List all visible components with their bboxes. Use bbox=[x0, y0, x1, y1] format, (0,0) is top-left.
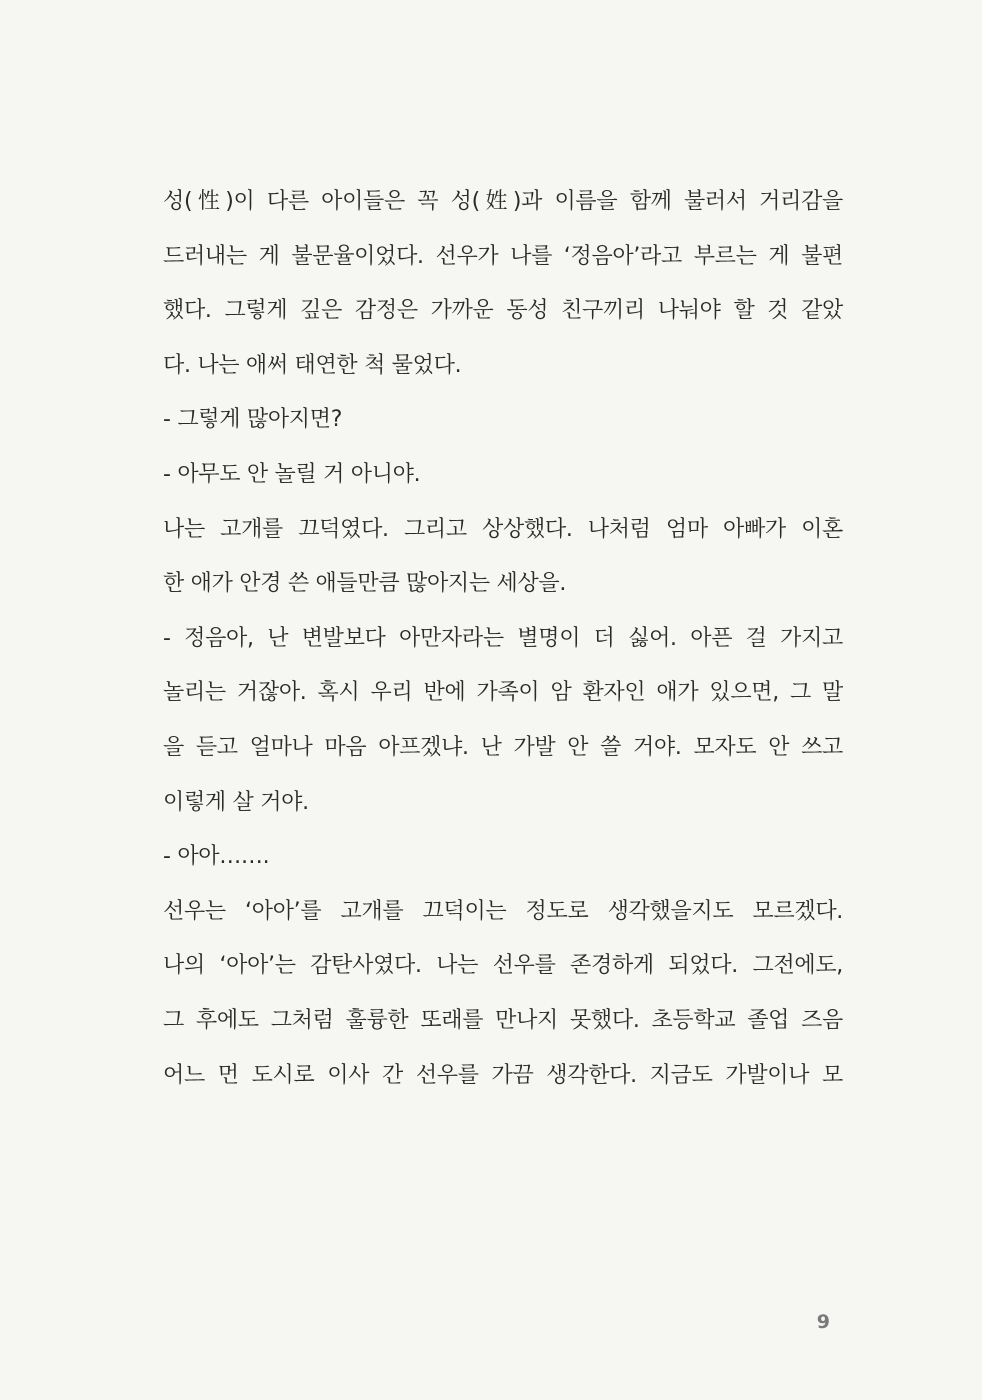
text-line-11: 을 듣고 얼마나 마음 아프겠냐. 난 가발 안 쓸 거야. 모자도 안 쓰고 bbox=[163, 734, 843, 760]
text-line-15: 나의 ‘아아’는 감탄사였다. 나는 선우를 존경하게 되었다. 그전에도, bbox=[163, 953, 843, 979]
text-line-2: 드러내는 게 불문율이었다. 선우가 나를 ‘정음아’라고 부르는 게 불편 bbox=[163, 243, 843, 269]
text-line-14: 선우는 ‘아아’를 고개를 끄덕이는 정도로 생각했을지도 모르겠다. bbox=[163, 898, 843, 924]
dialogue-line-5: - 그렇게 많아지면? bbox=[163, 407, 343, 433]
dialogue-line-6: - 아무도 안 놀릴 거 아니야. bbox=[163, 461, 421, 487]
body-text bbox=[163, 182, 843, 1110]
text-line-17: 어느 먼 도시로 이사 간 선우를 가끔 생각한다. 지금도 가발이나 모 bbox=[163, 1062, 843, 1088]
text-line-12: 이렇게 살 거야. bbox=[163, 789, 309, 815]
page-number: 9 bbox=[816, 1311, 830, 1333]
text-line-10: 놀리는 거잖아. 혹시 우리 반에 가족이 암 환자인 애가 있으면, 그 말 bbox=[163, 680, 844, 706]
text-line-1: 성(性)이 다른 아이들은 꼭 성(姓)과 이름을 함께 불러서 거리감을 bbox=[163, 189, 843, 214]
dialogue-line-9: - 정음아, 난 변발보다 아만자라는 별명이 더 싫어. 아픈 걸 가지고 bbox=[163, 625, 843, 651]
text-line-4: 다. 나는 애써 태연한 척 물었다. bbox=[163, 352, 462, 378]
text-line-16: 그 후에도 그처럼 훌륭한 또래를 만나지 못했다. 초등학교 졸업 즈음 bbox=[163, 1007, 843, 1033]
text-line-3: 했다. 그렇게 깊은 감정은 가까운 동성 친구끼리 나눠야 할 것 같았 bbox=[163, 298, 843, 324]
text-line-8: 한 애가 안경 쓴 애들만큼 많아지는 세상을. bbox=[163, 571, 567, 597]
text-line-7: 나는 고개를 끄덕였다. 그리고 상상했다. 나처럼 엄마 아빠가 이혼 bbox=[163, 516, 843, 542]
dialogue-line-13: - 아아……. bbox=[163, 844, 270, 870]
